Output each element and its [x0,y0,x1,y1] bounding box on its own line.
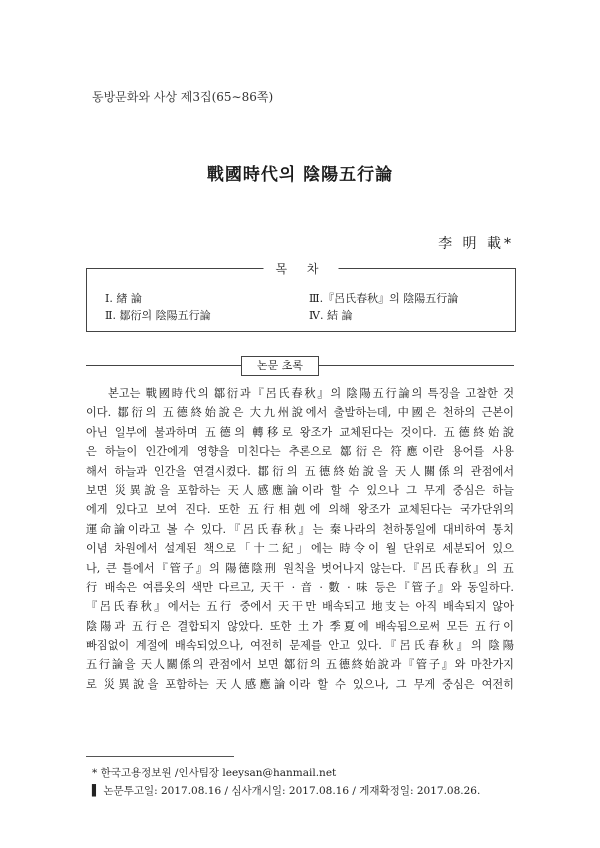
abstract-line: 해서 하늘과 인간을 연결시켰다. 鄒衍의 五德終始說을 天人關係의 관점에서 [86,464,514,478]
abstract-line: 에게 있다고 보여 진다. 또한 五行相剋에 의해 왕조가 교체된다는 국가단위의 [86,503,514,517]
paper-title: 戰國時代의 陰陽五行論 [206,165,394,185]
abstract-line: 나, 큰 틀에서『管子』의 陽德陰刑 원칙을 벗어나지 않는다.『呂氏春秋』의 五 [86,561,514,575]
abstract-line: 運命論이라고 볼 수 있다.『呂氏春秋』는 秦나라의 천하통일에 대비하여 통치 [86,522,514,536]
abstract-line: 行 배속은 여름옷의 색만 다르고, 天干 · 音 · 數 · 味 등은『管子』와 동일하다. [86,580,514,594]
abstract-label: 논문 초록 [241,356,319,376]
abstract-line: 아닌 일부에 불과하며 五德의 轉移로 왕조가 교체된다는 것이다. 五德終始說 [86,425,514,439]
toc-item: Ⅳ. 結 論 [309,309,353,322]
toc-item: Ⅱ. 鄒衍의 陰陽五行論 [105,309,211,322]
footnote-dates: ▌ 논문투고일: 2017.08.16 / 심사개시일: 2017.08.16 / 게재확정일: 2017.08.26. [92,785,481,797]
abstract-line: 『呂氏春秋』에서는 五行 중에서 天干만 배속되고 地支는 아직 배속되지 않아 [86,600,514,614]
abstract-line: 五行論을 天人關係의 관점에서 보면 鄒衍의 五德終始說과『管子』와 마찬가지 [86,658,514,672]
author-name: 李 明 載* [438,236,514,252]
abstract-line: 본고는 戰國時代의 鄒衍과『呂氏春秋』의 陰陽五行論의 특징을 고찰한 것 [108,387,514,400]
abstract-line: 이다. 鄒衍의 五德終始說은 大九州說에서 출발하는데, 中國은 천하의 근본이 [86,406,514,420]
footnote-rule [86,756,234,757]
abstract-line: 은 하늘이 인간에게 영향을 미친다는 추론으로 鄒衍은 符應이란 용어를 사용 [86,445,514,459]
abstract-line: 빠짐없이 계절에 배속되었으나, 여전히 문제를 안고 있다.『呂氏春秋』의 陰陽 [86,639,514,653]
abstract-body [86,384,514,694]
journal-header: 동방문화와 사상 제3집(65∼86쪽) [92,90,274,104]
toc-item: Ⅰ. 緖 論 [105,292,142,305]
toc-item: Ⅲ.『呂氏春秋』의 陰陽五行論 [309,292,459,305]
abstract-line: 보면 災異說을 포함하는 天人感應論이라 할 수 있으나 그 무게 중심은 하늘 [86,483,514,497]
toc-heading: 목 차 [264,260,339,277]
footnote-affiliation: * 한국고용정보원 /인사팀장 leeysan@hanmail.net [92,767,337,779]
abstract-line: 陰陽과 五行은 결합되지 않았다. 또한 土가 季夏에 배속됨으로써 모든 五行이 [86,619,514,633]
abstract-line: 로 災異說을 포함하는 天人感應論이라 할 수 있으나, 그 무게 중심은 여전히 [86,677,514,691]
table-of-contents [86,262,516,332]
abstract-line: 이념 차원에서 설계된 책으로「十二紀」에는 時令이 월 단위로 세분되어 있으 [86,542,514,556]
